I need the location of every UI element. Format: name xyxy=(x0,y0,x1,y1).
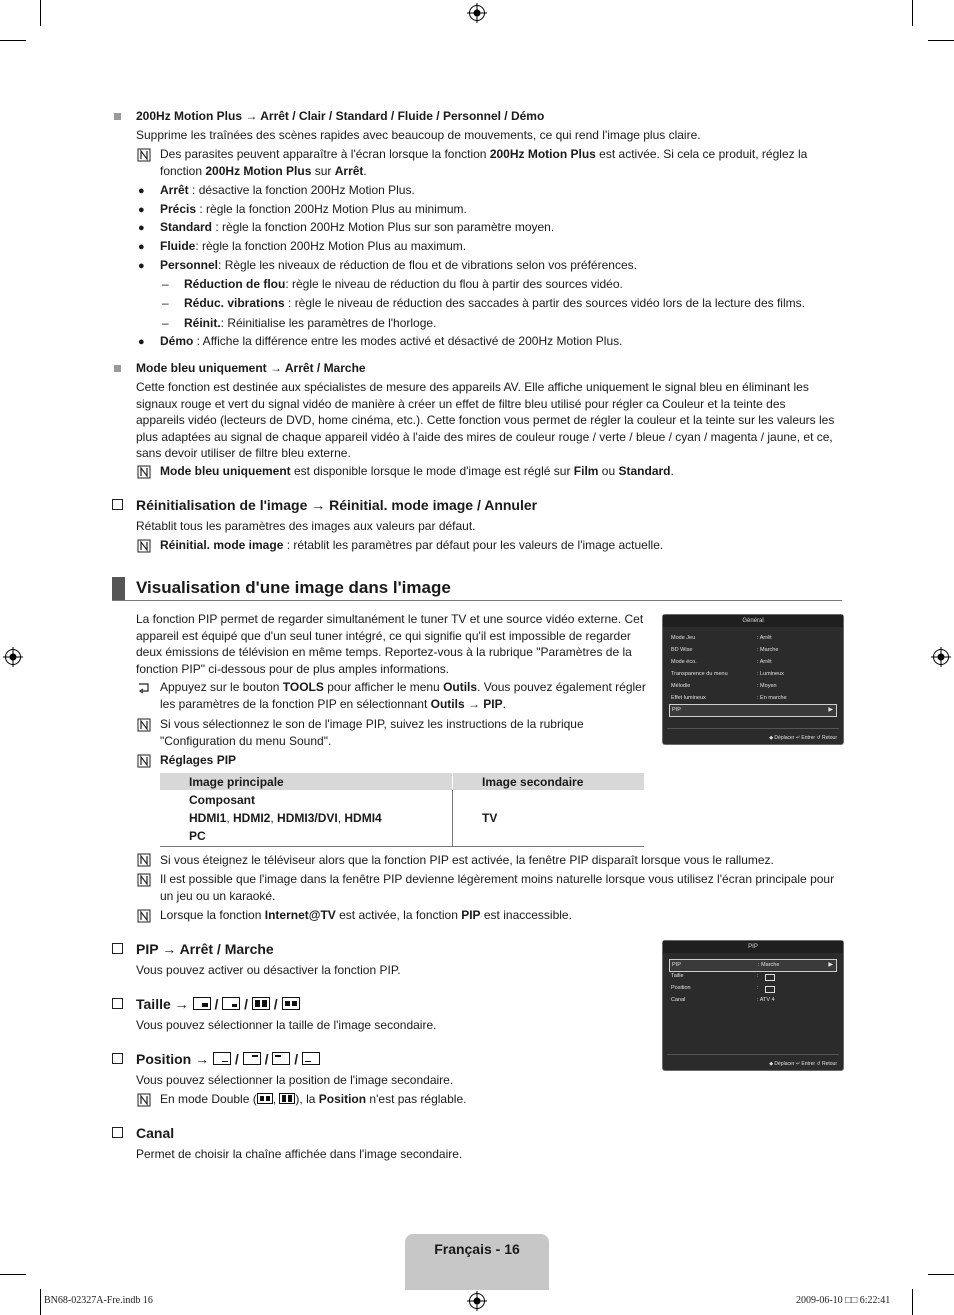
osd-row xyxy=(669,971,837,982)
note-bold: Position xyxy=(318,1092,367,1106)
crop-mark xyxy=(0,40,26,41)
print-date: 2009-06-10 □□ 6:22:41 xyxy=(796,1295,891,1306)
note-bold: TOOLS xyxy=(282,680,324,694)
bullet-value: : règle la fonction 200Hz Motion Plus au maximum. xyxy=(195,239,467,253)
bullet-value: : Règle les niveaux de réduction de flou et de vibrations selon vos préférences. xyxy=(218,258,637,272)
crop-mark xyxy=(912,0,913,26)
sub-key: Réinit. xyxy=(184,316,221,330)
bullet-key: Fluide xyxy=(160,239,196,253)
section-bullet-icon xyxy=(114,365,121,372)
sep: , xyxy=(270,811,278,825)
note-text: ou xyxy=(598,464,619,478)
section-heading: Visualisation d'une image dans l'image xyxy=(136,578,451,597)
osd-footer: ◆ Déplacer ↵ Entrer ↺ Retour xyxy=(769,735,837,741)
hdmi2: HDMI2 xyxy=(233,811,271,825)
page-number: Français - 16 xyxy=(434,1241,520,1257)
osd-value: : Moyen xyxy=(757,683,777,689)
bullet-key: Standard xyxy=(160,220,213,234)
osd-value: : Marche xyxy=(757,647,779,653)
note-icon xyxy=(137,873,151,887)
hdmi3: HDMI3/DVI xyxy=(277,811,338,825)
sub-item xyxy=(184,276,834,293)
separator: / xyxy=(214,996,219,1012)
osd-row xyxy=(669,693,837,704)
table-cell: TV xyxy=(453,790,645,847)
sub-value: : règle le niveau de réduction du flou à partir des sources vidéo. xyxy=(285,277,623,291)
pip-note: Il est possible que l'image dans la fenêtre PIP devienne légèrement moins naturelle lorsque vous utilisez l'écran principale pour un jeu ou un karaoké. xyxy=(160,872,835,903)
table-header-row xyxy=(160,773,644,790)
dash-icon: – xyxy=(162,296,169,310)
note-text: Des parasites peuvent apparaître à l'écran lorsque la fonction xyxy=(160,147,490,161)
bullet-item xyxy=(160,182,840,199)
note-bold: Réinitial. mode image xyxy=(160,538,284,552)
registration-mark-icon xyxy=(3,647,23,667)
bullet-item xyxy=(160,238,840,255)
position-label: Position → xyxy=(136,1051,210,1067)
position-bottom-left-icon xyxy=(302,1052,320,1065)
osd-key: Position xyxy=(671,985,691,991)
note-icon xyxy=(137,718,151,732)
note-bold: Arrêt xyxy=(334,163,364,178)
reset-note xyxy=(160,537,840,554)
sub-key: Réduction de flou xyxy=(184,277,286,291)
osd-divider xyxy=(667,1054,839,1055)
bullet-key: Démo xyxy=(160,334,194,348)
separator: / xyxy=(264,1051,269,1067)
size-double-wide-icon xyxy=(282,997,300,1010)
sep: , xyxy=(337,811,345,825)
pip-intro: La fonction PIP permet de regarder simultanément le tuner TV et une source vidéo externe. Cet appareil est équipé que d'un seul tuner intégré, ce qui signifie qu'il est impossible de regarder deux émissions de télévision en même temps. Reportez-vous à la rubrique "Paramètres de la fonction PIP" ci-dessous pour de plus amples informations. xyxy=(136,612,644,676)
heading-bar xyxy=(112,577,125,600)
size-icon xyxy=(765,974,775,981)
reset-title: Réinitialisation de l'image → Réinitial. mode image / Annuler xyxy=(136,497,538,513)
bullet-key: Personnel xyxy=(160,258,219,272)
osd-value: : xyxy=(757,985,759,991)
note-text: , xyxy=(272,1092,280,1106)
note-bold: Mode bleu uniquement xyxy=(160,464,291,478)
pip-note: Si vous éteignez le téléviseur alors que la fonction PIP est activée, la fenêtre PIP disparaît lorsque vous le rallumez. xyxy=(160,853,774,867)
sub-item xyxy=(184,295,834,312)
note-text: . Vous pouvez également régler les paramètres de la fonction PIP en sélectionnant xyxy=(160,680,646,711)
registration-mark-icon xyxy=(931,647,951,667)
osd-key: Canal xyxy=(671,997,686,1003)
bullet-key: Arrêt xyxy=(160,183,189,197)
note-text: ), la xyxy=(295,1092,319,1106)
canal-title: Canal xyxy=(136,1125,175,1141)
arrow-right-icon: ▶ xyxy=(828,707,833,713)
osd-title: Général xyxy=(663,615,843,627)
osd-value: : En marche xyxy=(757,695,787,701)
blue-mode-note xyxy=(160,463,840,480)
osd-row xyxy=(669,983,837,994)
motion-plus-note xyxy=(160,146,840,179)
taille-description: Vous pouvez sélectionner la taille de l'image secondaire. xyxy=(136,1018,437,1032)
tools-note xyxy=(160,679,658,712)
osd-divider xyxy=(667,728,839,729)
crop-mark xyxy=(928,40,954,41)
bullet-value: : désactive la fonction 200Hz Motion Plus. xyxy=(188,183,415,197)
section-checkbox-icon xyxy=(112,1053,123,1064)
osd-value: : ATV 4 xyxy=(757,997,775,1003)
osd-key: Mélodie xyxy=(671,683,691,689)
section-checkbox-icon xyxy=(112,998,123,1009)
bullet-value: : règle la fonction 200Hz Motion Plus sur son paramètre moyen. xyxy=(212,220,555,234)
hdmi4: HDMI4 xyxy=(344,811,382,825)
hdmi1: HDMI1 xyxy=(189,811,227,825)
note-icon xyxy=(137,853,151,867)
note-icon xyxy=(137,909,151,923)
table-header: Image secondaire xyxy=(453,773,645,790)
osd-key: PIP xyxy=(672,707,681,713)
bullet-dot-icon: ● xyxy=(138,241,145,253)
motion-plus-description: Supprime les traînées des scènes rapides avec beaucoup de mouvements, ce qui rend l'image plus claire. xyxy=(136,128,701,142)
note-text: En mode Double ( xyxy=(160,1092,257,1106)
size-medium-icon xyxy=(222,997,240,1010)
arrow-right-icon: ▶ xyxy=(828,962,833,968)
osd-key: Mode éco. xyxy=(671,659,697,665)
table-cell xyxy=(160,790,453,847)
osd-value: : Arrêt xyxy=(757,635,772,641)
position-title xyxy=(136,1050,320,1068)
bullet-item xyxy=(160,201,840,218)
osd-value: : Arrêt xyxy=(757,659,772,665)
size-double-wide-icon xyxy=(257,1093,273,1104)
osd-row xyxy=(669,633,837,644)
position-note xyxy=(160,1091,840,1108)
bullet-dot-icon: ● xyxy=(138,185,145,197)
note-text: Appuyez sur le bouton xyxy=(160,680,283,694)
position-description: Vous pouvez sélectionner la position de l'image secondaire. xyxy=(136,1073,454,1087)
table-header: Image principale xyxy=(160,773,453,790)
osd-row xyxy=(669,669,837,680)
blue-mode-description: Cette fonction est destinée aux spécialistes de mesure des appareils AV. Elle affiche uniquement le signal bleu en éliminant les signaux rouge et vert du signal vidéo de manière à créer un effet de filtre bleu utilisé pour régler ca Couleur et la teinte des appareils vidéo (lecteurs de DVD, home cinéma, etc.). Cette fonction vous permet de régler la couleur et la teinte sur les valeurs les plus adaptées au signal de chaque appareil vidéo à l'aide des mires de couleur rouge / verte / bleue / cyan / magenta / jaune, et ce, sans devoir utiliser de filtre bleu externe. xyxy=(136,380,835,460)
taille-label: Taille → xyxy=(136,996,189,1012)
bullet-dot-icon: ● xyxy=(138,336,145,348)
note-bold: PIP xyxy=(461,908,481,922)
sub-value: : Réinitialise les paramètres de l'horloge. xyxy=(220,316,437,330)
size-double-icon xyxy=(279,1093,295,1104)
note-text: : rétablit les paramètres par défaut pour les valeurs de l'image actuelle. xyxy=(283,538,664,552)
note-text: . xyxy=(670,464,674,478)
separator: / xyxy=(294,1051,299,1067)
tools-icon xyxy=(137,681,151,695)
note-text: est activée, la fonction xyxy=(335,908,462,922)
file-name: BN68-02327A-Fre.indb 16 xyxy=(44,1295,153,1306)
dash-icon: – xyxy=(162,277,169,291)
note-bold: Film xyxy=(573,464,599,478)
registration-mark-icon xyxy=(467,1291,487,1311)
note-text: . xyxy=(502,696,506,711)
section-checkbox-icon xyxy=(112,943,123,954)
note-text: est activée. Si cela ce produit, réglez la fonction xyxy=(160,147,808,178)
note-bold: 200Hz Motion Plus xyxy=(205,163,312,178)
osd-value: : Marche xyxy=(758,962,780,968)
dash-icon: – xyxy=(162,316,169,330)
note-icon xyxy=(137,754,151,768)
heading-rule xyxy=(112,600,842,601)
bullet-item xyxy=(160,219,840,236)
table-row xyxy=(160,790,644,847)
separator: / xyxy=(234,1051,239,1067)
size-double-icon xyxy=(252,997,270,1010)
note-text: Lorsque la fonction xyxy=(160,908,265,922)
canal-description: Permet de choisir la chaîne affichée dans l'image secondaire. xyxy=(136,1147,463,1161)
taille-title xyxy=(136,995,300,1013)
section-bullet-icon xyxy=(114,113,121,120)
separator: / xyxy=(244,996,248,1012)
sub-value: : règle le niveau de réduction des saccades à partir des sources vidéo lors de la lecture des films. xyxy=(284,296,805,310)
reset-description: Rétablit tous les paramètres des images aux valeurs par défaut. xyxy=(136,519,476,533)
note-icon xyxy=(137,465,151,479)
note-text: est inaccessible. xyxy=(480,908,572,922)
note-bold: Outils → PIP xyxy=(430,696,503,711)
osd-key: Mode Jeu xyxy=(671,635,696,641)
crop-mark xyxy=(928,1274,954,1275)
osd-row xyxy=(669,995,837,1006)
osd-row-selected xyxy=(669,704,837,717)
pip-menu-screenshot xyxy=(662,940,844,1071)
note-icon xyxy=(137,539,151,553)
pip-item-title: PIP → Arrêt / Marche xyxy=(136,941,274,957)
position-icon xyxy=(765,986,775,993)
section-checkbox-icon xyxy=(112,499,123,510)
note-bold: Standard xyxy=(618,464,671,478)
general-menu-screenshot xyxy=(662,614,844,745)
registration-mark-icon xyxy=(467,3,487,23)
motion-plus-title: 200Hz Motion Plus → Arrêt / Clair / Standard / Fluide / Personnel / Démo xyxy=(136,109,545,123)
crop-mark xyxy=(912,1289,913,1315)
pip-settings-table xyxy=(160,773,644,847)
note-icon xyxy=(137,148,151,162)
bullet-item xyxy=(160,333,840,350)
crop-mark xyxy=(0,1274,26,1275)
size-small-icon xyxy=(193,997,211,1010)
bullet-key: Précis xyxy=(160,202,197,216)
crop-mark xyxy=(40,0,41,26)
reglages-label: Réglages PIP xyxy=(160,753,237,767)
note-text: pour afficher le menu xyxy=(323,680,444,694)
osd-row xyxy=(669,681,837,692)
osd-row xyxy=(669,645,837,656)
osd-key: Transparence du menu xyxy=(671,671,728,677)
bullet-value: : Affiche la différence entre les modes activé et désactivé de 200Hz Motion Plus. xyxy=(193,334,623,348)
bullet-dot-icon: ● xyxy=(138,204,145,216)
blue-mode-title: Mode bleu uniquement → Arrêt / Marche xyxy=(136,361,366,375)
sound-note: Si vous sélectionnez le son de l'image PIP, suivez les instructions de la rubrique "Configuration du menu Sound". xyxy=(160,717,584,748)
pip-item-description: Vous pouvez activer ou désactiver la fonction PIP. xyxy=(136,963,401,977)
bullet-item xyxy=(160,257,840,274)
note-text: est disponible lorsque le mode d'image est réglé sur xyxy=(290,464,574,478)
note-icon xyxy=(137,1093,151,1107)
table-cell-text: PC xyxy=(189,829,206,843)
position-bottom-right-icon xyxy=(213,1052,231,1065)
osd-key: Taille xyxy=(671,973,684,979)
osd-key: BD Wise xyxy=(671,647,693,653)
note-text: . xyxy=(363,163,367,178)
osd-row xyxy=(669,657,837,668)
note-text: n'est pas réglable. xyxy=(366,1092,467,1106)
note-text: sur xyxy=(311,163,335,178)
note-bold: Internet@TV xyxy=(264,908,336,922)
note-bold: Outils xyxy=(443,680,478,694)
osd-value: : Lumineux xyxy=(757,671,784,677)
separator: / xyxy=(273,996,278,1012)
position-top-left-icon xyxy=(272,1052,290,1065)
section-checkbox-icon xyxy=(112,1127,123,1138)
crop-mark xyxy=(40,1289,41,1315)
osd-key: Effet lumineux xyxy=(671,695,706,701)
osd-value: : xyxy=(757,973,759,979)
bullet-dot-icon: ● xyxy=(138,222,145,234)
sep: , xyxy=(226,811,234,825)
position-top-right-icon xyxy=(243,1052,261,1065)
table-cell-text: Composant xyxy=(189,793,255,807)
osd-title: PIP xyxy=(663,941,843,953)
table-cell-text xyxy=(189,809,452,827)
osd-key: PIP xyxy=(672,962,681,968)
note-bold: 200Hz Motion Plus xyxy=(489,147,596,161)
bullet-dot-icon: ● xyxy=(138,260,145,272)
osd-footer: ◆ Déplacer ↵ Entrer ↺ Retour xyxy=(769,1061,837,1067)
sub-item xyxy=(184,315,834,332)
sub-key: Réduc. vibrations xyxy=(184,296,285,310)
bullet-value: : règle la fonction 200Hz Motion Plus au minimum. xyxy=(196,202,467,216)
pip-note xyxy=(160,907,840,924)
